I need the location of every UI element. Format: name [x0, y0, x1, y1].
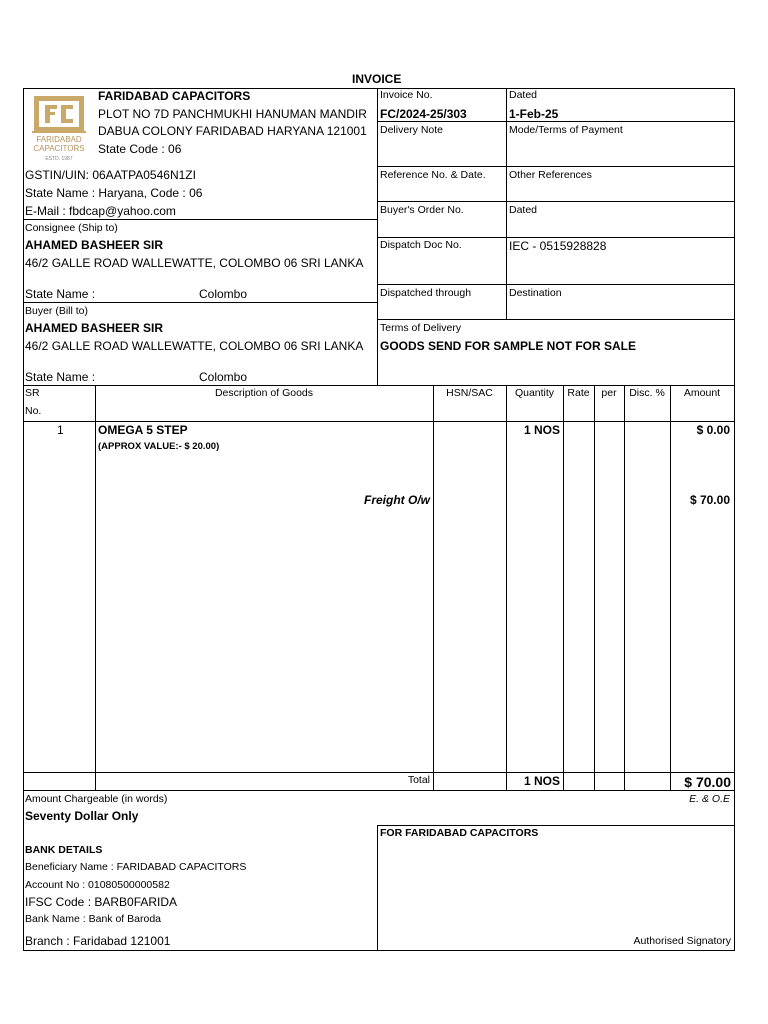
- consignee-state-label: State Name :: [25, 287, 96, 301]
- freight-label: Freight O/w: [364, 493, 430, 507]
- seller-name: FARIDABAD CAPACITORS: [98, 89, 251, 103]
- seller-address-line2: DABUA COLONY FARIDABAD HARYANA 121001: [98, 124, 367, 138]
- amount-in-words-label: Amount Chargeable (in words): [25, 793, 168, 805]
- reference-label: Reference No. & Date.: [380, 169, 486, 181]
- dated-label: Dated: [509, 89, 538, 101]
- seller-state-name: State Name : Haryana, Code : 06: [25, 186, 203, 200]
- dispatched-through-label: Dispatched through: [380, 287, 472, 299]
- amount-in-words: Seventy Dollar Only: [25, 809, 139, 823]
- bank-branch: Branch : Faridabad 121001: [25, 934, 171, 948]
- buyer-state-value: Colombo: [199, 370, 248, 384]
- iec-number: IEC - 0515928828: [509, 239, 607, 253]
- bank-account-no: Account No : 01080500000582: [25, 879, 170, 891]
- col-header-rate: Rate: [567, 387, 590, 399]
- total-quantity: 1 NOS: [523, 774, 560, 788]
- svg-text:ESTD. 1987: ESTD. 1987: [45, 156, 73, 162]
- destination-label: Destination: [509, 287, 562, 299]
- company-logo: [28, 93, 92, 163]
- for-company-label: FOR FARIDABAD CAPACITORS: [380, 827, 539, 839]
- col-header-amount: Amount: [683, 387, 721, 399]
- seller-state-code: State Code : 06: [98, 142, 182, 156]
- item-quantity: 1 NOS: [523, 423, 560, 437]
- item-description: OMEGA 5 STEP: [98, 423, 188, 437]
- invoice-no-label: Invoice No.: [380, 89, 433, 101]
- consignee-address: 46/2 GALLE ROAD WALLEWATTE, COLOMBO 06 SRI LANKA: [25, 256, 364, 270]
- mode-terms-label: Mode/Terms of Payment: [509, 124, 623, 136]
- terms-of-delivery-value: GOODS SEND FOR SAMPLE NOT FOR SALE: [380, 339, 637, 353]
- buyers-order-label: Buyer's Order No.: [380, 204, 464, 216]
- col-header-description: Description of Goods: [214, 387, 314, 399]
- total-label: Total: [407, 774, 430, 786]
- bank-beneficiary: Beneficiary Name : FARIDABAD CAPACITORS: [25, 861, 247, 873]
- buyer-label: Buyer (Bill to): [25, 305, 89, 317]
- svg-text:CAPACITORS: CAPACITORS: [33, 144, 85, 153]
- authorised-signatory: Authorised Signatory: [633, 935, 731, 947]
- seller-address-line1: PLOT NO 7D PANCHMUKHI HANUMAN MANDIR: [98, 107, 367, 121]
- svg-text:FARIDABAD: FARIDABAD: [36, 135, 82, 144]
- consignee-label: Consignee (Ship to): [25, 222, 118, 234]
- invoice-no-value: FC/2024-25/303: [380, 107, 467, 121]
- item-sub-description: (APPROX VALUE:- $ 20.00): [98, 441, 220, 452]
- bank-ifsc: IFSC Code : BARB0FARIDA: [25, 895, 178, 909]
- dated2-label: Dated: [509, 204, 538, 216]
- col-header-disc: Disc. %: [629, 387, 665, 399]
- eoe-note: E. & O.E: [689, 793, 730, 805]
- dispatch-doc-label: Dispatch Doc No.: [380, 239, 462, 251]
- col-header-per: per: [601, 387, 617, 399]
- delivery-note-label: Delivery Note: [380, 124, 444, 136]
- buyer-state-label: State Name :: [25, 370, 96, 384]
- freight-amount: $ 70.00: [689, 493, 730, 507]
- col-header-sr: SR: [25, 387, 40, 399]
- invoice-title: INVOICE: [352, 72, 402, 86]
- item-sr: 1: [57, 423, 64, 437]
- fc-logo-icon: [28, 93, 92, 163]
- bank-details-heading: BANK DETAILS: [25, 844, 103, 856]
- other-references-label: Other References: [509, 169, 592, 181]
- terms-of-delivery-label: Terms of Delivery: [380, 322, 462, 334]
- bank-name: Bank Name : Bank of Baroda: [25, 913, 161, 925]
- item-amount: $ 0.00: [696, 423, 730, 437]
- consignee-name: AHAMED BASHEER SIR: [25, 238, 164, 252]
- consignee-state-value: Colombo: [199, 287, 248, 301]
- dated-value: 1-Feb-25: [509, 107, 559, 121]
- seller-gstin: GSTIN/UIN: 06AATPA0546N1ZI: [25, 168, 196, 182]
- col-header-hsn: HSN/SAC: [446, 387, 493, 399]
- col-header-quantity: Quantity: [514, 387, 555, 399]
- buyer-name: AHAMED BASHEER SIR: [25, 321, 164, 335]
- total-amount: $ 70.00: [684, 774, 731, 790]
- col-header-no: No.: [25, 405, 42, 417]
- buyer-address: 46/2 GALLE ROAD WALLEWATTE, COLOMBO 06 SRI LANKA: [25, 339, 364, 353]
- seller-email: E-Mail : fbdcap@yahoo.com: [25, 204, 176, 218]
